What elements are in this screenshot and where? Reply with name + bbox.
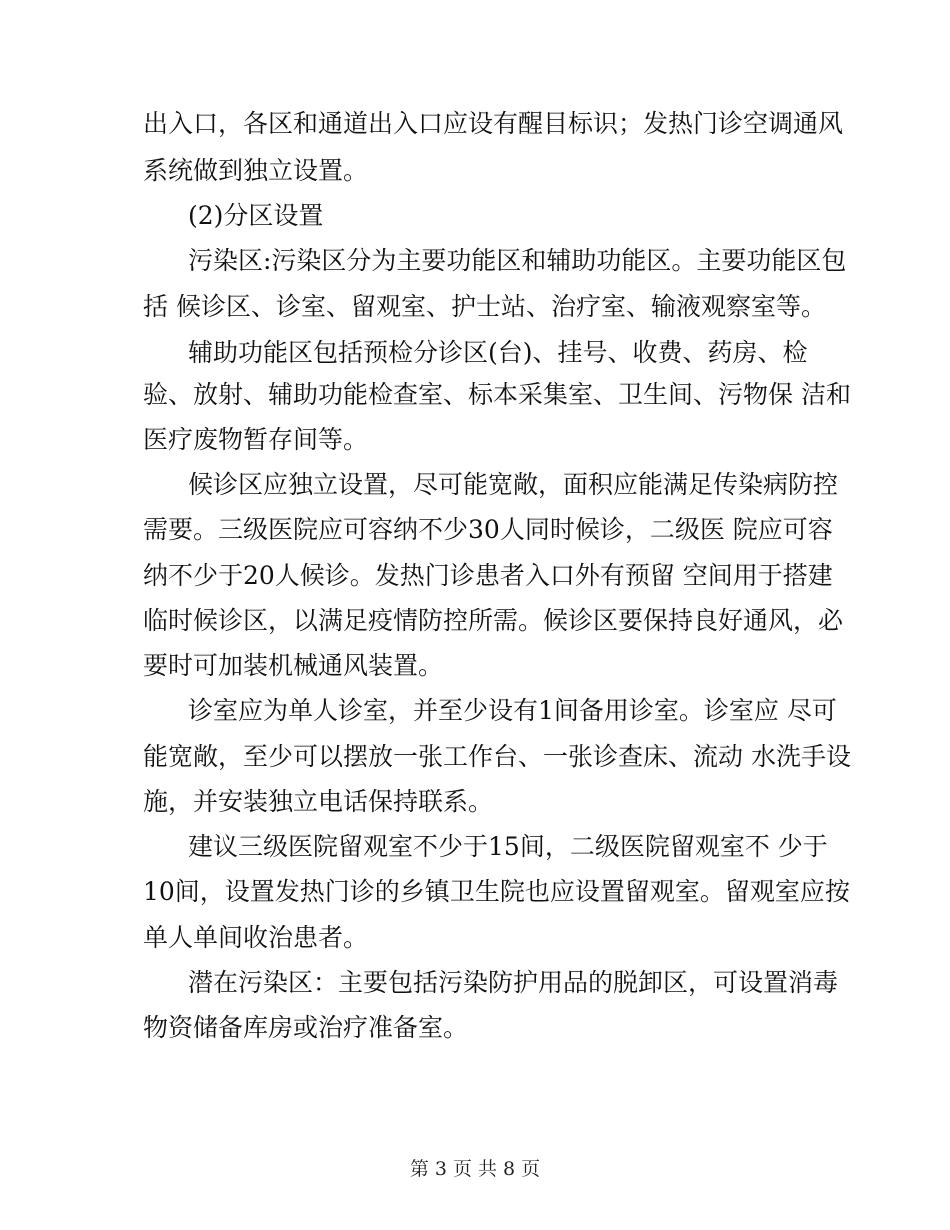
text-line: 医疗废物暂存间等。 xyxy=(143,425,369,454)
text-line: 潜在污染区：主要包括污染防护用品的脱卸区，可设置消毒 xyxy=(188,968,839,997)
section-heading: (2)分区设置 xyxy=(188,201,324,230)
text-line: 10间，设置发热门诊的乡镇卫生院也应设置留观室。留观室应按 xyxy=(143,877,850,906)
text-line: 要时可加装机械通风装置。 xyxy=(143,651,444,680)
text-line: 建议三级医院留观室不少于15间，二级医院留观室不 少于 xyxy=(188,832,828,861)
text-line: 单人单间收治患者。 xyxy=(143,923,369,952)
text-line: 施，并安装独立电话保持联系。 xyxy=(143,787,494,816)
text-line: 物资储备库房或治疗准备室。 xyxy=(143,1013,469,1042)
text-line: 候诊区应独立设置，尽可能宽敞，面积应能满足传染病防控 xyxy=(188,470,839,499)
text-line: 能宽敞，至少可以摆放一张工作台、一张诊查床、流动 水洗手设 xyxy=(143,742,851,771)
text-line: 纳不少于20人候诊。发热门诊患者入口外有预留 空间用于搭建 xyxy=(143,561,833,590)
text-line: 验、放射、辅助功能检查室、标本采集室、卫生间、污物保 洁和 xyxy=(143,380,851,409)
text-line: 污染区:污染区分为主要功能区和辅助功能区。主要功能区包 xyxy=(188,246,847,275)
text-line: 辅助功能区包括预检分诊区(台)、挂号、收费、药房、检 xyxy=(188,338,808,367)
text-line: 需要。三级医院应可容纳不少30人同时候诊，二级医 院应可容 xyxy=(143,515,833,544)
text-line: 临时候诊区，以满足疫情防控所需。候诊区要保持良好通风，必 xyxy=(143,606,844,635)
text-line: 出入口，各区和通道出入口应设有醒目标识；发热门诊空调通风 xyxy=(143,109,844,138)
text-line: 括 候诊区、诊室、留观室、护士站、治疗室、输液观察室等。 xyxy=(143,292,826,321)
text-line: 诊室应为单人诊室，并至少设有1间备用诊室。诊室应 尽可 xyxy=(188,696,837,725)
text-line: 系统做到独立设置。 xyxy=(143,156,369,185)
page-number: 第 3 页 共 8 页 xyxy=(409,1158,541,1180)
